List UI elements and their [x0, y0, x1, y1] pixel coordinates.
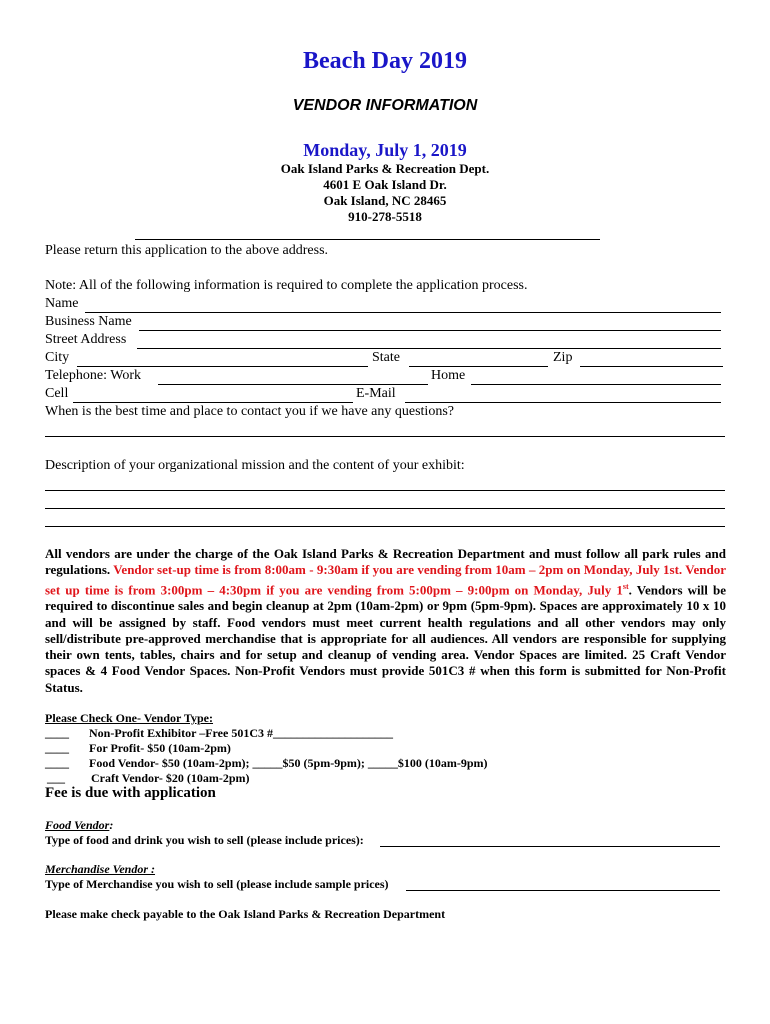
vendor-option-nonprofit-label: Non-Profit Exhibitor –Free 501C3 #____________________	[89, 726, 393, 740]
vendor-option-food-checkbox[interactable]: ____	[45, 756, 69, 770]
merchandise-items-field[interactable]	[406, 890, 720, 891]
contact-answer-field[interactable]	[45, 436, 725, 437]
vendor-type-heading: Please Check One- Vendor Type:	[45, 711, 214, 725]
telephone-work-field[interactable]	[158, 384, 428, 385]
street-address-label: Street Address	[45, 332, 127, 347]
rules-text-details: . Vendors will be required to discontinue sales and begin cleanup at 2pm (10am-2pm) or 9pm (5pm-9pm). Spaces are approximately 10 x 10 and will be assigned by staff. Food vendors must meet current health regulations and all other vendors may only sell/distribute pre-approved merchandise that is appropriate for all audiences. All vendors are responsible for supplying their own tents, tables, chairs and for setup and cleanup of vending area. Vendor Spaces are limited. 25 Craft Vendor spaces & 4 Food Vendor Spaces. Non-Profit Vendors must provide 501C3 # when this form is submitted for Non-Profit Status.	[45, 581, 726, 695]
description-line-1[interactable]	[45, 490, 725, 491]
city-label: City	[45, 350, 70, 365]
food-items-field[interactable]	[380, 846, 720, 847]
state-field[interactable]	[409, 366, 548, 367]
description-line-3[interactable]	[45, 526, 725, 527]
home-phone-field[interactable]	[471, 384, 721, 385]
name-label: Name	[45, 296, 79, 311]
merchandise-vendor-heading: Merchandise Vendor :	[45, 862, 156, 876]
street-address-field[interactable]	[137, 348, 721, 349]
telephone-work-label: Telephone: Work	[45, 368, 141, 383]
vendor-rules-paragraph	[45, 546, 726, 696]
email-field[interactable]	[405, 402, 721, 403]
vendor-option-forprofit-label: For Profit- $50 (10am-2pm)	[89, 741, 231, 755]
cell-field[interactable]	[73, 402, 353, 403]
address-line-1: Oak Island Parks & Recreation Dept.	[280, 161, 490, 176]
return-note: Please return this application to the above address.	[45, 243, 329, 258]
business-name-field[interactable]	[139, 330, 721, 331]
food-vendor-heading: Food Vendor:	[45, 818, 114, 832]
vendor-option-nonprofit-checkbox[interactable]: ____	[45, 726, 69, 740]
home-label: Home	[431, 368, 466, 383]
address-line-4: 910-278-5518	[348, 209, 422, 224]
address-line-3: Oak Island, NC 28465	[323, 193, 447, 208]
description-line-2[interactable]	[45, 508, 725, 509]
address-line-2: 4601 E Oak Island Dr.	[323, 177, 447, 192]
header-divider	[135, 239, 600, 240]
fee-due-note: Fee is due with application	[45, 785, 216, 801]
cell-label: Cell	[45, 386, 69, 401]
zip-field[interactable]	[580, 366, 723, 367]
description-question: Description of your organizational mission and the content of your exhibit:	[45, 458, 465, 473]
setup-time-notice: Vendor set-up time is from 8:00am - 9:30am if you are vending from 10am – 2pm on Monday, July 1st. Vendor set up time is from 3:00pm – 4:30pm if you are vending from 5:00pm – 9:00pm on Monday, July 1	[45, 562, 726, 597]
vendor-option-food-label: Food Vendor- $50 (10am-2pm); _____$50 (5pm-9pm); _____$100 (10am-9pm)	[89, 756, 488, 770]
rules-text-intro: All vendors are under the charge of the Oak Island Parks & Recreation Department and must follow all park rules and regulations.	[45, 546, 726, 578]
contact-question: When is the best time and place to contact you if we have any questions?	[45, 404, 454, 419]
merchandise-vendor-prompt: Type of Merchandise you wish to sell (please include sample prices)	[45, 877, 389, 891]
zip-label: Zip	[553, 350, 573, 365]
vendor-option-craft-checkbox[interactable]: ___	[47, 771, 65, 785]
vendor-option-craft-label: Craft Vendor- $20 (10am-2pm)	[91, 771, 250, 785]
page-title: Beach Day 2019	[303, 48, 467, 74]
business-name-label: Business Name	[45, 314, 132, 329]
state-label: State	[372, 350, 400, 365]
setup-time-superscript: st	[622, 581, 629, 591]
name-field[interactable]	[85, 312, 721, 313]
email-label: E-Mail	[356, 386, 396, 401]
city-field[interactable]	[77, 366, 368, 367]
payable-note: Please make check payable to the Oak Island Parks & Recreation Department	[45, 907, 446, 921]
page-subtitle: VENDOR INFORMATION	[292, 97, 478, 114]
event-date: Monday, July 1, 2019	[303, 140, 467, 160]
required-note: Note: All of the following information is required to complete the application process.	[45, 278, 528, 293]
food-vendor-prompt: Type of food and drink you wish to sell (please include prices):	[45, 833, 364, 847]
vendor-option-forprofit-checkbox[interactable]: ____	[45, 741, 69, 755]
